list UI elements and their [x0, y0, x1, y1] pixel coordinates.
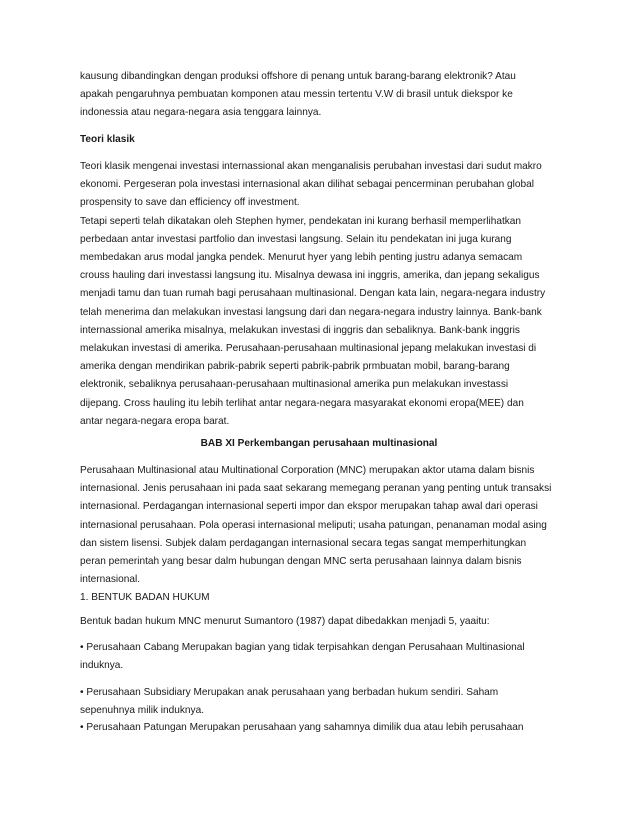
bullet-perusahaan-patungan [80, 719, 566, 737]
text-line: apakah pengaruhnya pembuatan komponen atau messin tertentu V.W di brasil untuk diekspor ke [80, 89, 513, 101]
text-line: kausung dibandingkan dengan produksi offshore di penang untuk barang-barang elektronik? Atau [80, 71, 516, 82]
paragraph-teori-klasik [80, 158, 566, 431]
text-line: perbedaan antar investasi partfolio dan investasi langsung. Selain itu pendekatan ini juga kurang [80, 233, 512, 245]
text-line: Teori klasik mengenai investasi internassional akan menganalisis perubahan investasi dari sudut makro [80, 161, 542, 172]
text-line: • Perusahaan Cabang Merupakan bagian yang tidak terpisahkan dengan Perusahaan Multinasional [80, 642, 525, 653]
text-line: dijepang. Cross hauling itu lebih terlihat antar negara-negara masyarakat ekonomi eropa(MEE) dan [80, 397, 524, 409]
text-line: dan sistem lisensi. Subjek dalam perdagangan internasional secara tegas sangat memperhitungkan [80, 537, 527, 549]
text-line: sepenuhnya milik induknya. [80, 705, 205, 717]
text-line: menjadi tamu dan tuan rumah bagi perusahaan multinasional. Dengan kata lain, negara-negara industry [80, 288, 546, 300]
text-line: melakukan investasi di amerika. Perusahaan-perusahaan multinasional jepang melakukan investasi di [80, 343, 537, 355]
text-line: internassional amerika misalnya, melakukan investasi di inggris dan sebaliknya. Bank-bank inggris [80, 324, 520, 336]
bullet-perusahaan-cabang [80, 639, 566, 675]
heading-teori-klasik: Teori klasik [80, 134, 135, 145]
text-line: ekonomi. Pergeseran pola investasi internasional akan dilihat sebagai pencerminan perubahan global [80, 179, 534, 191]
text-line: peran pemerintah yang besar dalm hubungan dengan MNC serta perusahaan lainnya dalam bisnis [80, 556, 522, 568]
text-line: internasional. [80, 574, 141, 586]
text-line: antar negara-negara eropa barat. [80, 415, 230, 427]
text-line: elektronik, sebaliknya perusahaan-perusahaan multinasional amerika pun melakukan investassi [80, 379, 509, 391]
text-line: Tetapi seperti telah dikatakan oleh Stephen hymer, pendekatan ini kurang berhasil memperlihatkan [80, 215, 522, 227]
text-line: internasional perusahaan. Pola operasi internasional meliputi; usaha patungan, penanaman modal asing [80, 519, 547, 531]
paragraph-bentuk-badan-hukum: Bentuk badan hukum MNC menurut Sumantoro (1987) dapat dibedakkan menjadi 5, yaaitu: [80, 616, 490, 627]
heading-bentuk-badan-hukum: 1. BENTUK BADAN HUKUM [80, 592, 210, 603]
text-line: • Perusahaan Patungan Merupakan perusahaan yang sahamnya dimilik dua atau lebih perusahaan [80, 722, 524, 733]
text-line: membedakan arus modal jangka pendek. Menurut hyer yang lebih penting justru adanya semacam [80, 252, 523, 264]
text-line: induknya. [80, 660, 124, 672]
paragraph-intro [80, 68, 566, 123]
text-line: indonessia atau negara-negara asia tenggara lainnya. [80, 107, 322, 119]
text-line: internasional. Perdagangan internasional seperti impor dan ekspor merupakan tahap awal dari operasi [80, 501, 538, 513]
paragraph-bab-xi [80, 462, 566, 589]
text-line: prospensity to save dan efficiency off investment. [80, 197, 300, 209]
heading-bab-xi: BAB XI Perkembangan perusahaan multinasional [200, 438, 438, 449]
bullet-perusahaan-subsidiary [80, 684, 566, 720]
text-line: crouss hauling dari investassi langsung itu. Misalnya dewasa ini inggris, amerika, dan jepang sekaligus [80, 270, 540, 282]
text-line: Perusahaan Multinasional atau Multinational Corporation (MNC) merupakan aktor utama dalam bisnis [80, 465, 535, 476]
text-line: amerika dengan mendirikan pabrik-pabrik seperti pabrik-pabrik prmbuatan mobil, barang-barang [80, 361, 510, 373]
text-line: telah menerima dan melakukan investasi langsung dari dan negara-negara industry lainnya. Bank-bank [80, 306, 542, 318]
text-line: • Perusahaan Subsidiary Merupakan anak perusahaan yang berbadan hukum sendiri. Saham [80, 687, 499, 698]
text-line: internasional. Jenis perusahaan ini pada saat sekarang memegang peranan yang penting untuk transaksi [80, 483, 552, 495]
